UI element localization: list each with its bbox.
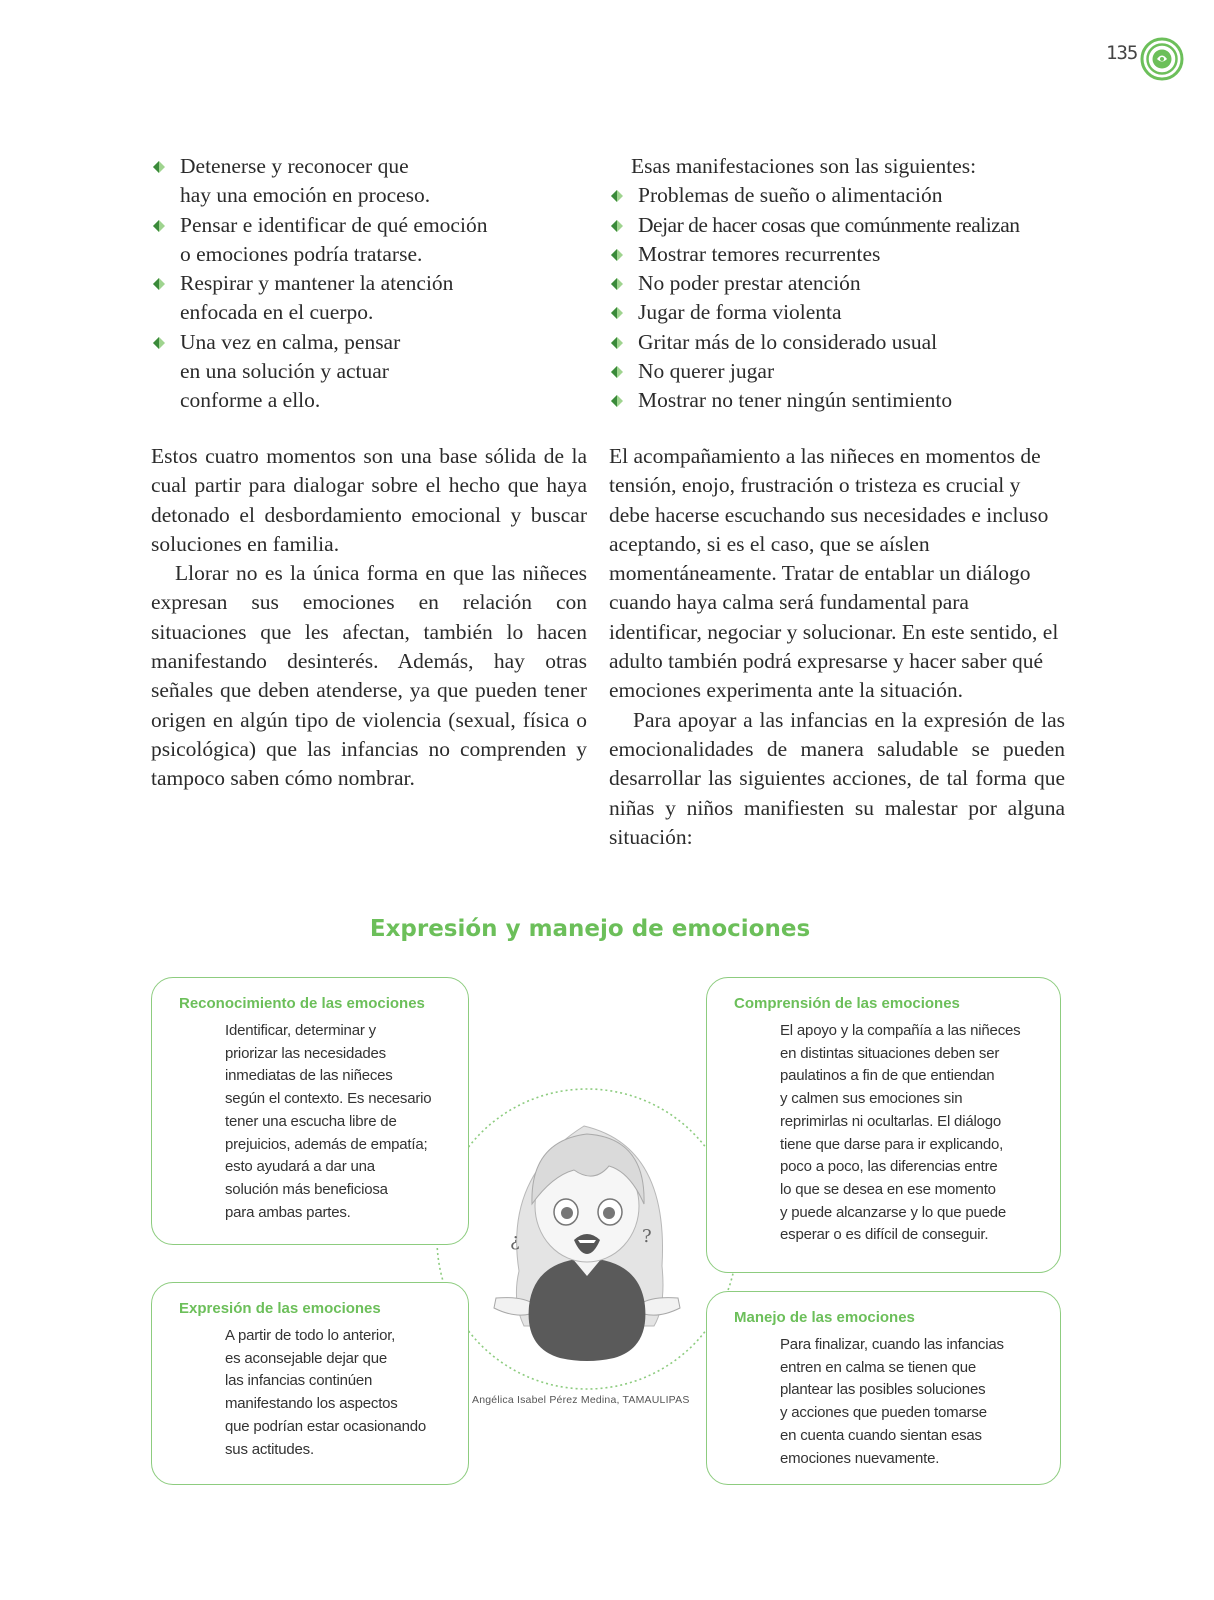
card-body xyxy=(780,1020,1020,1247)
left-paragraphs xyxy=(151,442,587,794)
list-item xyxy=(609,328,1065,357)
right-column xyxy=(609,152,1065,416)
diamond-bullet-icon xyxy=(153,278,165,290)
list-item xyxy=(609,269,1065,298)
list-item xyxy=(609,357,1065,386)
diamond-bullet-icon xyxy=(153,220,165,232)
list-item xyxy=(609,240,1065,269)
list-item-line: o emociones podría tratarse. xyxy=(180,241,423,266)
diamond-bullet-icon xyxy=(611,220,623,232)
page-number: 135 xyxy=(1106,42,1138,64)
list-lead: Esas manifestaciones son las siguientes: xyxy=(631,154,977,178)
green-spiral-logo-icon xyxy=(1140,37,1184,81)
diamond-bullet-icon xyxy=(153,337,165,349)
right-paragraphs xyxy=(609,442,1065,852)
card-title: Comprensión de las emociones xyxy=(734,995,960,1012)
list-item-line: conforme a ello. xyxy=(180,388,321,413)
left-column xyxy=(151,152,587,416)
list-item-text: Jugar de forma violenta xyxy=(638,300,842,325)
card-title: Reconocimiento de las emociones xyxy=(179,995,425,1012)
list-item-text: Mostrar no tener ningún sentimiento xyxy=(638,388,953,413)
list-item xyxy=(609,211,1065,240)
card-line: es aconsejable dejar que xyxy=(225,1349,387,1367)
card-line: según el contexto. Es necesario xyxy=(225,1090,432,1108)
list-item xyxy=(151,328,587,416)
list-item xyxy=(609,181,1065,210)
card-line: reprimirlas ni ocultarlas. El diálogo xyxy=(780,1112,1002,1130)
card-line: sus actitudes. xyxy=(225,1440,314,1458)
list-item-line: Pensar e identificar de qué emoción xyxy=(180,212,488,237)
card-line: tiene que darse para ir explicando, xyxy=(780,1135,1004,1153)
card-line: poco a poco, las diferencias entre xyxy=(780,1158,998,1176)
card-management xyxy=(706,1291,1061,1485)
card-body xyxy=(225,1020,431,1224)
card-title: Manejo de las emociones xyxy=(734,1309,915,1326)
diamond-bullet-icon xyxy=(611,337,623,349)
card-line: El apoyo y la compañía a las niñeces xyxy=(780,1022,1021,1039)
card-line: lo que se desea en ese momento xyxy=(780,1180,996,1198)
list-item-line: hay una emoción en proceso. xyxy=(180,183,431,208)
diamond-bullet-icon xyxy=(611,190,623,202)
paragraph: El acompañamiento a las niñeces en momentos de tensión, enojo, frustración o tristeza es crucial y debe hacerse escuchando sus necesidades e incluso aceptando, si es el caso, que se aíslen momentáneamente. Tratar de entablar un diálogo cuando haya calma será fundamental para identificar, negociar y solucionar. En este sentido, el adulto también podrá expresarse y hacer saber qué emociones experimenta ante la situación. xyxy=(609,444,1059,703)
card-line: inmediatas de las niñeces xyxy=(225,1067,393,1085)
card-line: solución más beneficiosa xyxy=(225,1180,388,1198)
card-line: plantear las posibles soluciones xyxy=(780,1381,986,1399)
card-line: tener una escucha libre de xyxy=(225,1112,397,1130)
card-line: Para finalizar, cuando las infancias xyxy=(780,1336,1004,1353)
card-line: emociones nuevamente. xyxy=(780,1449,940,1467)
card-line: A partir de todo lo anterior, xyxy=(225,1327,396,1344)
list-item-text: Problemas de sueño o alimentación xyxy=(638,183,943,208)
card-line: entren en calma se tienen que xyxy=(780,1358,977,1376)
child-illustration xyxy=(434,1086,740,1392)
card-line: paulatinos a fin de que entiendan xyxy=(780,1067,995,1085)
card-line: que podrían estar ocasionando xyxy=(225,1417,427,1435)
paragraph: Estos cuatro momentos son una base sólida de la cual partir para dialogar sobre el hecho que haya detonado el desbordamiento emocional y buscar soluciones en familia. xyxy=(151,444,587,556)
card-line: en distintas situaciones deben ser xyxy=(780,1044,1000,1062)
list-item-text: Dejar de hacer cosas que comúnmente realizan xyxy=(638,212,1020,237)
list-item xyxy=(609,386,1065,415)
card-line: manifestando los aspectos xyxy=(225,1395,398,1413)
card-line: en cuenta cuando sientan esas xyxy=(780,1426,982,1444)
question-mark-right: ? xyxy=(642,1226,652,1247)
illustration-credit: Angélica Isabel Pérez Medina, TAMAULIPAS xyxy=(472,1394,690,1406)
card-body xyxy=(780,1334,1004,1470)
list-item xyxy=(151,269,587,328)
card-title: Expresión de las emociones xyxy=(179,1300,381,1317)
card-line: esto ayudará a dar una xyxy=(225,1158,375,1176)
card-line: y acciones que pueden tomarse xyxy=(780,1404,987,1422)
card-expression xyxy=(151,1282,469,1485)
card-line: las infancias continúen xyxy=(225,1372,373,1390)
diagram-title: Expresión y manejo de emociones xyxy=(369,916,811,942)
diamond-bullet-icon xyxy=(153,161,165,173)
list-item-text: Mostrar temores recurrentes xyxy=(638,241,881,266)
list-item-line: enfocada en el cuerpo. xyxy=(180,300,374,325)
diamond-bullet-icon xyxy=(611,249,623,261)
card-line: prejuicios, además de empatía; xyxy=(225,1135,428,1153)
list-item-line: Una vez en calma, pensar xyxy=(180,329,401,354)
diamond-bullet-icon xyxy=(611,307,623,319)
list-item-line: en una solución y actuar xyxy=(180,359,389,384)
list-item xyxy=(151,211,587,270)
card-line: para ambas partes. xyxy=(225,1203,351,1221)
diamond-bullet-icon xyxy=(611,395,623,407)
question-mark-left: ¿ xyxy=(510,1230,520,1251)
steps-list xyxy=(151,152,587,416)
list-item-text: No querer jugar xyxy=(638,359,775,384)
card-line: priorizar las necesidades xyxy=(225,1044,386,1062)
card-line: y calmen sus emociones sin xyxy=(780,1090,963,1108)
list-item xyxy=(609,298,1065,327)
card-body xyxy=(225,1325,426,1461)
card-line: esperar o es difícil de conseguir. xyxy=(780,1226,989,1244)
list-item-line: Detenerse y reconocer que xyxy=(180,154,409,178)
manifestations-list xyxy=(609,181,1065,415)
diamond-bullet-icon xyxy=(611,278,623,290)
list-item-text: No poder prestar atención xyxy=(638,271,861,296)
paragraph: Para apoyar a las infancias en la expresión de las emocionalidades de manera saludable se pueden desarrollar las siguientes acciones, de tal forma que niñas y niños manifiesten su malestar por alguna situación: xyxy=(609,707,1065,849)
list-item xyxy=(151,152,587,211)
list-item-line: Respirar y mantener la atención xyxy=(180,271,454,296)
card-line: y puede alcanzarse y lo que puede xyxy=(780,1203,1007,1221)
card-comprehension xyxy=(706,977,1061,1273)
card-recognition xyxy=(151,977,469,1245)
paragraph: Llorar no es la única forma en que las niñeces expresan sus emociones en relación con situaciones que les afectan, también lo hacen manifestando desinterés. Además, hay otras señales que deben atenderse, ya que pueden tener origen en algún tipo de violencia (sexual, física o psicológica) que las infancias no comprenden y tampoco saben cómo nombrar. xyxy=(151,561,587,791)
diamond-bullet-icon xyxy=(611,366,623,378)
card-line: Identificar, determinar y xyxy=(225,1022,376,1039)
list-item-text: Gritar más de lo considerado usual xyxy=(638,329,938,354)
